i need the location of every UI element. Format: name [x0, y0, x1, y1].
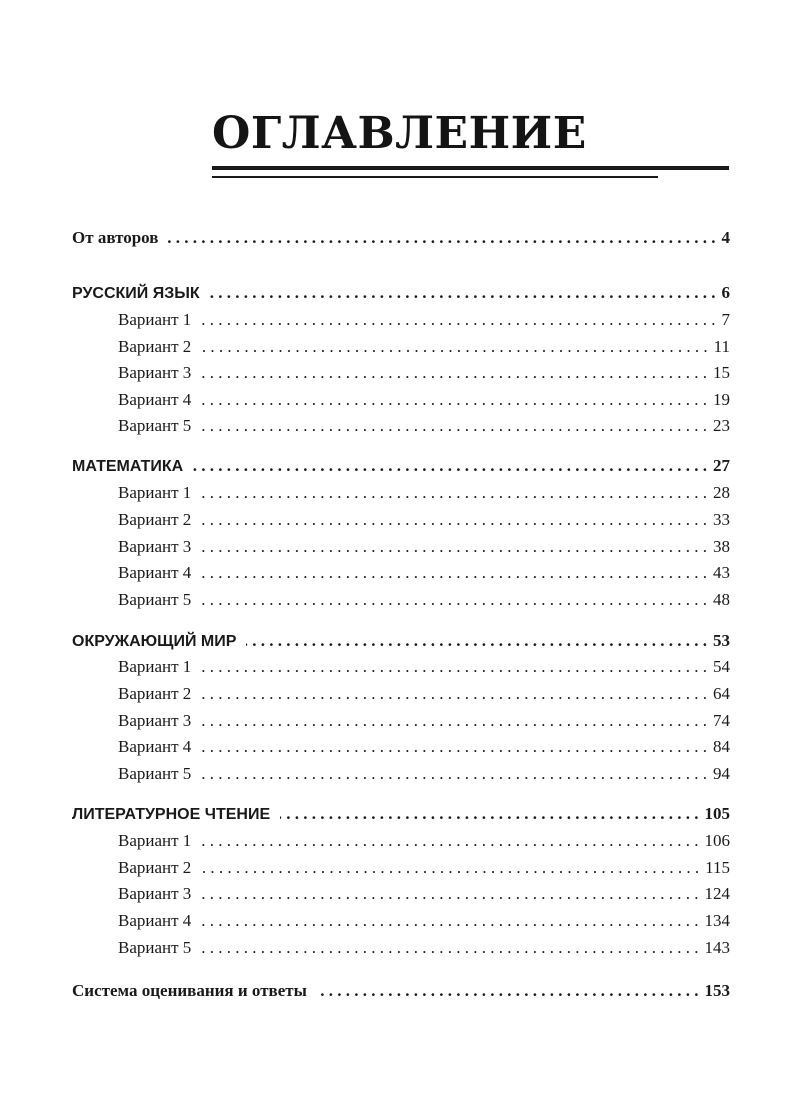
- toc-entry-label: Система оценивания и ответы: [72, 981, 307, 1000]
- toc-entry-label: Вариант 3: [118, 537, 192, 556]
- toc-entry-page-number: 27: [713, 456, 730, 475]
- toc-entry-label: От авторов: [72, 228, 159, 247]
- toc-entry-variant: [118, 310, 730, 334]
- toc-entry-page-number: 7: [721, 310, 730, 329]
- toc-entry-label: Вариант 5: [118, 590, 192, 609]
- toc-entry-section: [72, 804, 730, 828]
- toc-dot-leader: [201, 684, 707, 704]
- toc-entry-label: МАТЕМАТИКА: [72, 458, 184, 475]
- toc-entry-variant: [118, 858, 730, 882]
- toc-dot-leader: [201, 483, 707, 503]
- toc-entry-page-number: 84: [713, 737, 730, 756]
- toc-entry-label: Вариант 5: [118, 416, 192, 435]
- toc-entry-variant: [118, 684, 730, 708]
- toc-dot-leader: [193, 456, 707, 476]
- toc-dot-leader: [201, 938, 698, 958]
- toc-entry-label: Вариант 2: [118, 684, 192, 703]
- toc-entry-section: [72, 228, 730, 252]
- toc-dot-leader: [201, 858, 699, 878]
- toc-entry-variant: [118, 483, 730, 507]
- toc-entry-variant: [118, 938, 730, 962]
- toc-entry-page-number: 19: [713, 390, 730, 409]
- toc-entry-variant: [118, 510, 730, 534]
- toc-entry-page-number: 153: [704, 981, 730, 1000]
- toc-dot-leader: [201, 911, 698, 931]
- toc-entry-page-number: 54: [713, 657, 730, 676]
- toc-dot-leader: [201, 510, 707, 530]
- toc-entry-page-number: 124: [704, 884, 730, 903]
- title-rule-thick: [212, 166, 729, 170]
- toc-entry-page-number: 105: [704, 804, 730, 823]
- toc-entry-label: Вариант 3: [118, 884, 192, 903]
- title-rule-thin: [212, 176, 658, 178]
- toc-entry-label: Вариант 1: [118, 657, 192, 676]
- toc-entry-label: Вариант 5: [118, 764, 192, 783]
- toc-entry-label: Вариант 1: [118, 831, 192, 850]
- toc-dot-leader: [201, 711, 707, 731]
- toc-dot-leader: [201, 764, 707, 784]
- toc-entry-label: Вариант 2: [118, 858, 192, 877]
- toc-entry-variant: [118, 590, 730, 614]
- toc-entry-section: [72, 631, 730, 655]
- toc-entry-label: Вариант 1: [118, 483, 192, 502]
- toc-dot-leader: [201, 363, 707, 383]
- toc-entry-page-number: 94: [713, 764, 730, 783]
- toc-entry-variant: [118, 657, 730, 681]
- toc-entry-variant: [118, 911, 730, 935]
- toc-dot-leader: [201, 537, 707, 557]
- toc-dot-leader: [201, 563, 707, 583]
- toc-dot-leader: [210, 283, 716, 303]
- toc-entry-label: Вариант 1: [118, 310, 192, 329]
- toc-dot-leader: [201, 390, 707, 410]
- toc-entry-label: Вариант 4: [118, 911, 192, 930]
- toc-entry-page-number: 38: [713, 537, 730, 556]
- toc-entry-label: Вариант 4: [118, 737, 192, 756]
- toc-dot-leader: [201, 737, 707, 757]
- toc-dot-leader: [168, 228, 715, 248]
- toc-entry-section: [72, 456, 730, 480]
- toc-dot-leader: [201, 337, 707, 357]
- toc-entry-variant: [118, 563, 730, 587]
- toc-entry-page-number: 15: [713, 363, 730, 382]
- toc-entry-page-number: 64: [713, 684, 730, 703]
- toc-entry-label: ЛИТЕРАТУРНОЕ ЧТЕНИЕ: [72, 806, 271, 823]
- toc-entry-label: РУССКИЙ ЯЗЫК: [72, 285, 200, 302]
- toc-entry-variant: [118, 737, 730, 761]
- toc-entry-section: [72, 283, 730, 307]
- toc-entry-variant: [118, 764, 730, 788]
- toc-dot-leader: [280, 804, 698, 824]
- toc-entry-page-number: 143: [704, 938, 730, 957]
- toc-dot-leader: [201, 416, 707, 436]
- toc-entry-label: Вариант 3: [118, 711, 192, 730]
- toc-dot-leader: [201, 657, 707, 677]
- toc-entry-page-number: 23: [713, 416, 730, 435]
- toc-entry-page-number: 11: [713, 337, 730, 356]
- toc-entry-label: ОКРУЖАЮЩИЙ МИР: [72, 633, 237, 650]
- toc-entry-page-number: 28: [713, 483, 730, 502]
- toc-entry-page-number: 33: [713, 510, 730, 529]
- toc-entry-page-number: 4: [721, 228, 730, 247]
- toc-entry-variant: [118, 884, 730, 908]
- toc-dot-leader: [201, 310, 715, 330]
- toc-dot-leader: [201, 884, 698, 904]
- toc-dot-leader: [201, 590, 707, 610]
- toc-entry-variant: [118, 363, 730, 387]
- toc-entry-label: Вариант 4: [118, 563, 192, 582]
- toc-entry-label: Вариант 3: [118, 363, 192, 382]
- toc-entry-variant: [118, 416, 730, 440]
- toc-entry-section: [72, 981, 730, 1005]
- toc-entry-variant: [118, 831, 730, 855]
- toc-entry-page-number: 48: [713, 590, 730, 609]
- toc-dot-leader: [201, 831, 698, 851]
- toc-entry-variant: [118, 390, 730, 414]
- toc-entry-page-number: 6: [721, 283, 730, 302]
- toc-entry-label: Вариант 4: [118, 390, 192, 409]
- toc-entry-label: Вариант 5: [118, 938, 192, 957]
- toc-entry-label: Вариант 2: [118, 510, 192, 529]
- toc-entry-label: Вариант 2: [118, 337, 192, 356]
- toc-dot-leader: [317, 981, 699, 1001]
- toc-entry-variant: [118, 537, 730, 561]
- toc-dot-leader: [246, 631, 707, 651]
- page-title: ОГЛАВЛЕНИЕ: [212, 108, 587, 159]
- toc-entry-page-number: 115: [705, 858, 730, 877]
- toc-entry-page-number: 106: [704, 831, 730, 850]
- toc-entry-page-number: 53: [713, 631, 730, 650]
- toc-entry-variant: [118, 337, 730, 361]
- toc-entry-page-number: 43: [713, 563, 730, 582]
- toc-entry-page-number: 134: [704, 911, 730, 930]
- toc-entry-page-number: 74: [713, 711, 730, 730]
- toc-entry-variant: [118, 711, 730, 735]
